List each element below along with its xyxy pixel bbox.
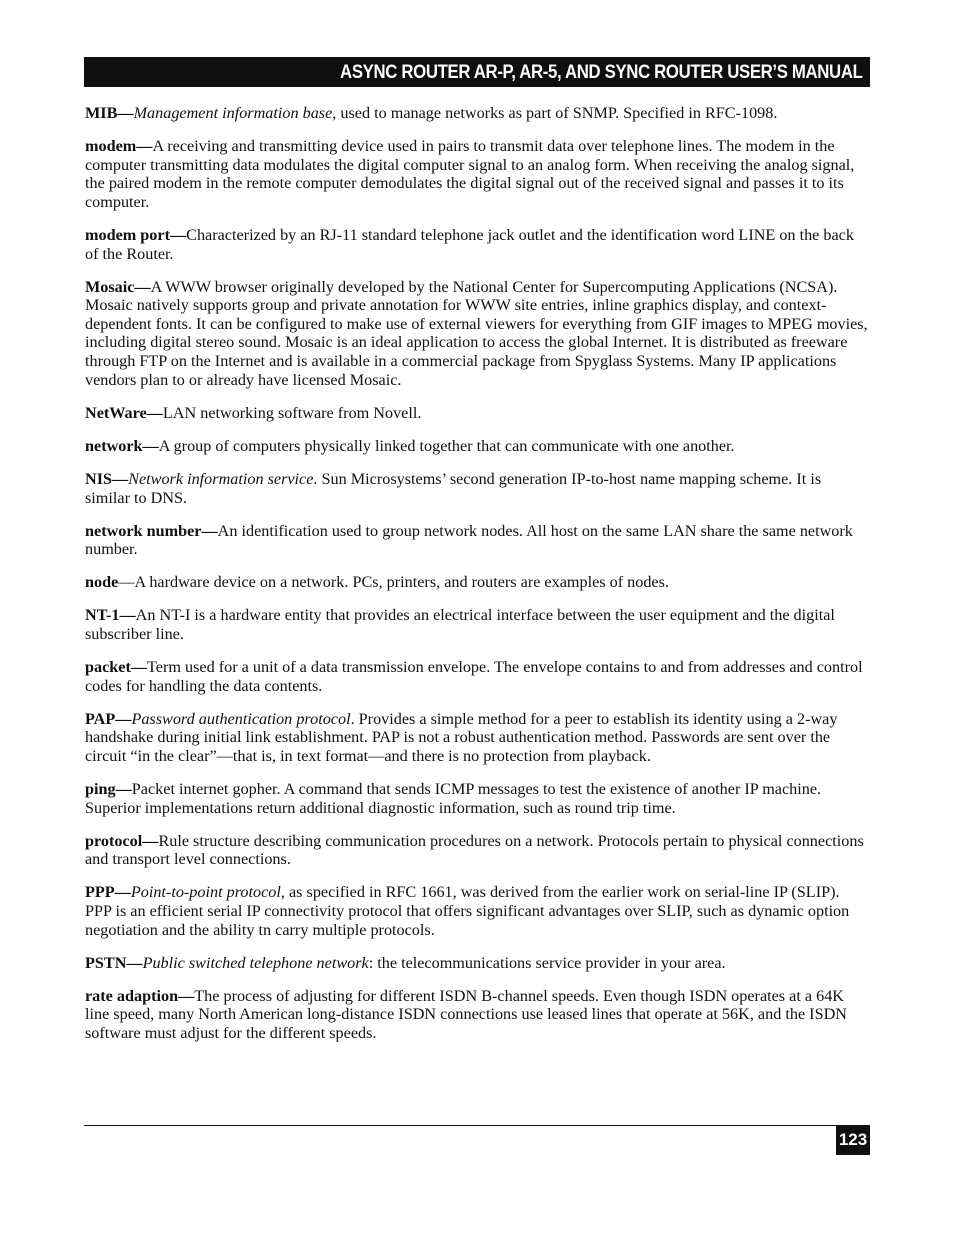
glossary-entry	[85, 954, 869, 973]
glossary-definition: An NT-I is a hardware entity that provides an electrical interface between the user equipment and the digital subscriber line.	[85, 606, 835, 643]
glossary-entry	[85, 522, 869, 559]
glossary-definition: The process of adjusting for different ISDN B-channel speeds. Even though ISDN operates at a 64K line speed, many North American long-distance ISDN connections use leased lines that operate at 56K, and the ISDN software must adjust for the different speeds.	[85, 986, 847, 1042]
glossary-entry	[85, 470, 869, 507]
page-title: ASYNC ROUTER AR-P, AR-5, AND SYNC ROUTER USER’S MANUAL	[339, 60, 862, 83]
page-number: 123	[836, 1125, 870, 1155]
glossary-term: MIB—	[85, 104, 134, 122]
glossary-definition: Packet internet gopher. A command that sends ICMP messages to test the existence of another IP machine. Superior implementations return additional diagnostic information, such as round trip time.	[85, 780, 822, 817]
glossary-term: packet—	[85, 658, 148, 677]
glossary-definition: . Provides a simple method for a peer to establish its identity using a 2-way handshake during initial link establishment. PAP is not a robust authentication method. Passwords are sent over the circuit “in the clear”—that is, in text format—and there is no protection from playback.	[85, 709, 838, 765]
glossary-definition: A WWW browser originally developed by the National Center for Supercomputing Applications (NCSA). Mosaic natively supports group and private annotation for WWW site entries, inline graphics display, and context-dependent fonts. It can be configured to make use of external viewers for everything from GIF images to MPEG movies, including digital stereo sound. Mosaic is an ideal application to access the global Internet. It is distributed as freeware through FTP on the Internet and is available in a commercial package from Spyglass Systems. Many IP applications vendors plan to or already have licensed Mosaic.	[85, 277, 868, 389]
glossary-definition: A group of computers physically linked together that can communicate with one another.	[158, 436, 735, 455]
glossary-entry	[85, 573, 869, 592]
glossary-entry	[85, 437, 869, 456]
glossary-entry	[85, 404, 869, 423]
glossary-term: PSTN—	[85, 953, 143, 972]
glossary-entry	[85, 658, 869, 695]
glossary-entry	[85, 226, 869, 263]
glossary-term: network number—	[85, 521, 218, 540]
glossary-term: rate adaption—	[85, 986, 195, 1005]
glossary-entry	[85, 883, 869, 939]
glossary-definition: An identification used to group network nodes. All host on the same LAN share the same network number.	[85, 521, 853, 559]
glossary-entry	[85, 987, 869, 1043]
glossary-entry	[85, 710, 869, 766]
glossary-term: modem—	[85, 137, 153, 156]
glossary-term: NetWare—	[85, 403, 163, 422]
glossary-definition: Term used for a unit of a data transmission envelope. The envelope contains to and from addresses and control codes for handling the data contents.	[85, 658, 863, 695]
glossary-term: PPP—	[85, 883, 131, 902]
glossary-term: protocol—	[85, 831, 159, 850]
glossary-definition: , used to manage networks as part of SNMP. Specified in RFC-1098.	[332, 104, 778, 122]
glossary-expansion: Password authentication protocol	[131, 709, 351, 728]
glossary-expansion: Management information base	[133, 104, 333, 122]
glossary-definition: , as specified in RFC 1661, was derived from the earlier work on serial-line IP (SLIP). PPP is an efficient serial IP connectivity protocol that offers significant advantages over SLIP, such as dynamic option negotiation and the ability tn carry multiple protocols.	[85, 883, 850, 939]
glossary-expansion: Point-to-point protocol	[130, 883, 281, 902]
glossary-expansion: Network information service	[128, 469, 314, 488]
glossary-definition: A receiving and transmitting device used in pairs to transmit data over telephone lines. The modem in the computer transmitting data modulates the digital computer signal to an analog form. When receiving the analog signal, the paired modem in the remote computer demodulates the digital signal out of the received signal and passes it to its computer.	[85, 137, 855, 211]
header-bar	[84, 57, 870, 87]
glossary-expansion: Public switched telephone network	[142, 953, 369, 972]
glossary-definition: . Sun Microsystems’ second generation IP-to-host name mapping scheme. It is similar to DNS.	[85, 469, 822, 507]
glossary-entry	[85, 780, 869, 817]
glossary-term: modem port—	[85, 225, 187, 244]
glossary-term: Mosaic—	[85, 277, 151, 296]
glossary-term: NT-1—	[85, 606, 136, 625]
glossary-term: node	[85, 573, 119, 592]
glossary-definition: —A hardware device on a network. PCs, printers, and routers are examples of nodes.	[118, 573, 669, 592]
glossary-entry	[85, 606, 869, 643]
footer-divider	[84, 1125, 870, 1126]
glossary-term: ping—	[85, 780, 132, 799]
glossary-entry	[85, 104, 869, 123]
glossary-definition: Rule structure describing communication procedures on a network. Protocols pertain to physical connections and transport level connections.	[85, 831, 864, 869]
glossary-entry	[85, 278, 869, 390]
glossary-entry	[85, 137, 869, 211]
glossary-term: NIS—	[85, 469, 129, 488]
glossary-definition: Characterized by an RJ-11 standard telephone jack outlet and the identification word LINE on the back of the Router.	[85, 225, 854, 263]
glossary-definition: : the telecommunications service provider in your area.	[368, 953, 726, 972]
glossary-entry	[85, 832, 869, 869]
glossary-content	[85, 104, 869, 1057]
glossary-definition: LAN networking software from Novell.	[162, 403, 422, 422]
glossary-term: network—	[85, 436, 159, 455]
glossary-term: PAP—	[85, 709, 132, 728]
